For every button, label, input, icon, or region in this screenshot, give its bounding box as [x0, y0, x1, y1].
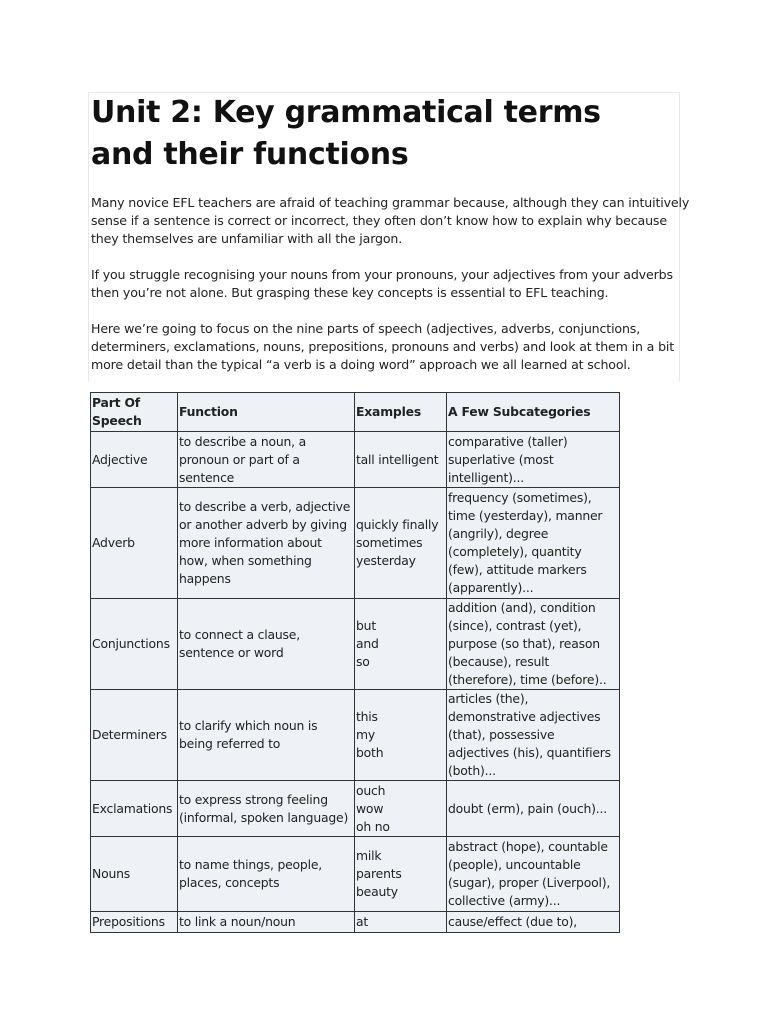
struggle-paragraph: If you struggle recognising your nouns from your pronouns, your adjectives from your adverbs then you’re not alone. But grasping these key concepts is essential to EFL teaching. — [91, 267, 673, 300]
examples-cell: tall intelligent — [355, 432, 447, 488]
table-row — [91, 912, 620, 933]
header-subcategories: A Few Subcategories — [447, 393, 620, 432]
table-row — [91, 488, 620, 599]
examples-cell: at — [355, 912, 447, 933]
function-cell: to express strong feeling (informal, spoken language) — [178, 781, 355, 837]
part-of-speech-cell: Prepositions — [91, 912, 178, 933]
focus-paragraph: Here we’re going to focus on the nine parts of speech (adjectives, adverbs, conjunctions, determiners, exclamations, nouns, prepositions, pronouns and verbs) and look at them in a bit more detail than the typical “a verb is a doing word” approach we all learned at school. — [91, 321, 675, 372]
header-function: Function — [178, 393, 355, 432]
table-row — [91, 837, 620, 912]
subcategories-cell: frequency (sometimes), time (yesterday), manner (angrily), degree (completely), quantity (few), attitude markers (apparently)... — [447, 488, 620, 599]
table-row — [91, 599, 620, 690]
examples-cell: ouch wow oh no — [355, 781, 447, 837]
function-cell: to describe a verb, adjective or another adverb by giving more information about how, when something happens — [178, 488, 355, 599]
examples-cell: milk parents beauty — [355, 837, 447, 912]
part-of-speech-cell: Adjective — [91, 432, 178, 488]
subcategories-cell: doubt (erm), pain (ouch)... — [447, 781, 620, 837]
function-cell: to link a noun/noun — [178, 912, 355, 933]
function-cell: to name things, people, places, concepts — [178, 837, 355, 912]
table-row — [91, 781, 620, 837]
subcategories-cell: articles (the), demonstrative adjectives (that), possessive adjectives (his), quantifiers (both)... — [447, 690, 620, 781]
intro-paragraph: Many novice EFL teachers are afraid of teaching grammar because, although they can intuitively sense if a sentence is correct or incorrect, they often don’t know how to explain why because they themselves are unfamiliar with all the jargon. — [91, 195, 690, 246]
function-cell: to connect a clause, sentence or word — [178, 599, 355, 690]
table-header-row — [91, 393, 620, 432]
subcategories-cell: addition (and), condition (since), contrast (yet), purpose (so that), reason (because), result (therefore), time (before).. — [447, 599, 620, 690]
table-row — [91, 690, 620, 781]
header-examples: Examples — [355, 393, 447, 432]
examples-cell: but and so — [355, 599, 447, 690]
function-cell: to describe a noun, a pronoun or part of a sentence — [178, 432, 355, 488]
examples-cell: quickly finally sometimes yesterday — [355, 488, 447, 599]
subcategories-cell: abstract (hope), countable (people), uncountable (sugar), proper (Liverpool), collective (army)... — [447, 837, 620, 912]
header-part-of-speech: Part Of Speech — [91, 393, 178, 432]
part-of-speech-cell: Determiners — [91, 690, 178, 781]
page-title: Unit 2: Key grammatical terms and their functions — [91, 95, 601, 172]
subcategories-cell: comparative (taller) superlative (most intelligent)... — [447, 432, 620, 488]
part-of-speech-cell: Adverb — [91, 488, 178, 599]
part-of-speech-cell: Conjunctions — [91, 599, 178, 690]
subcategories-cell: cause/effect (due to), — [447, 912, 620, 933]
function-cell: to clarify which noun is being referred to — [178, 690, 355, 781]
part-of-speech-cell: Exclamations — [91, 781, 178, 837]
table-row — [91, 432, 620, 488]
part-of-speech-cell: Nouns — [91, 837, 178, 912]
parts-of-speech-table — [90, 392, 620, 933]
examples-cell: this my both — [355, 690, 447, 781]
